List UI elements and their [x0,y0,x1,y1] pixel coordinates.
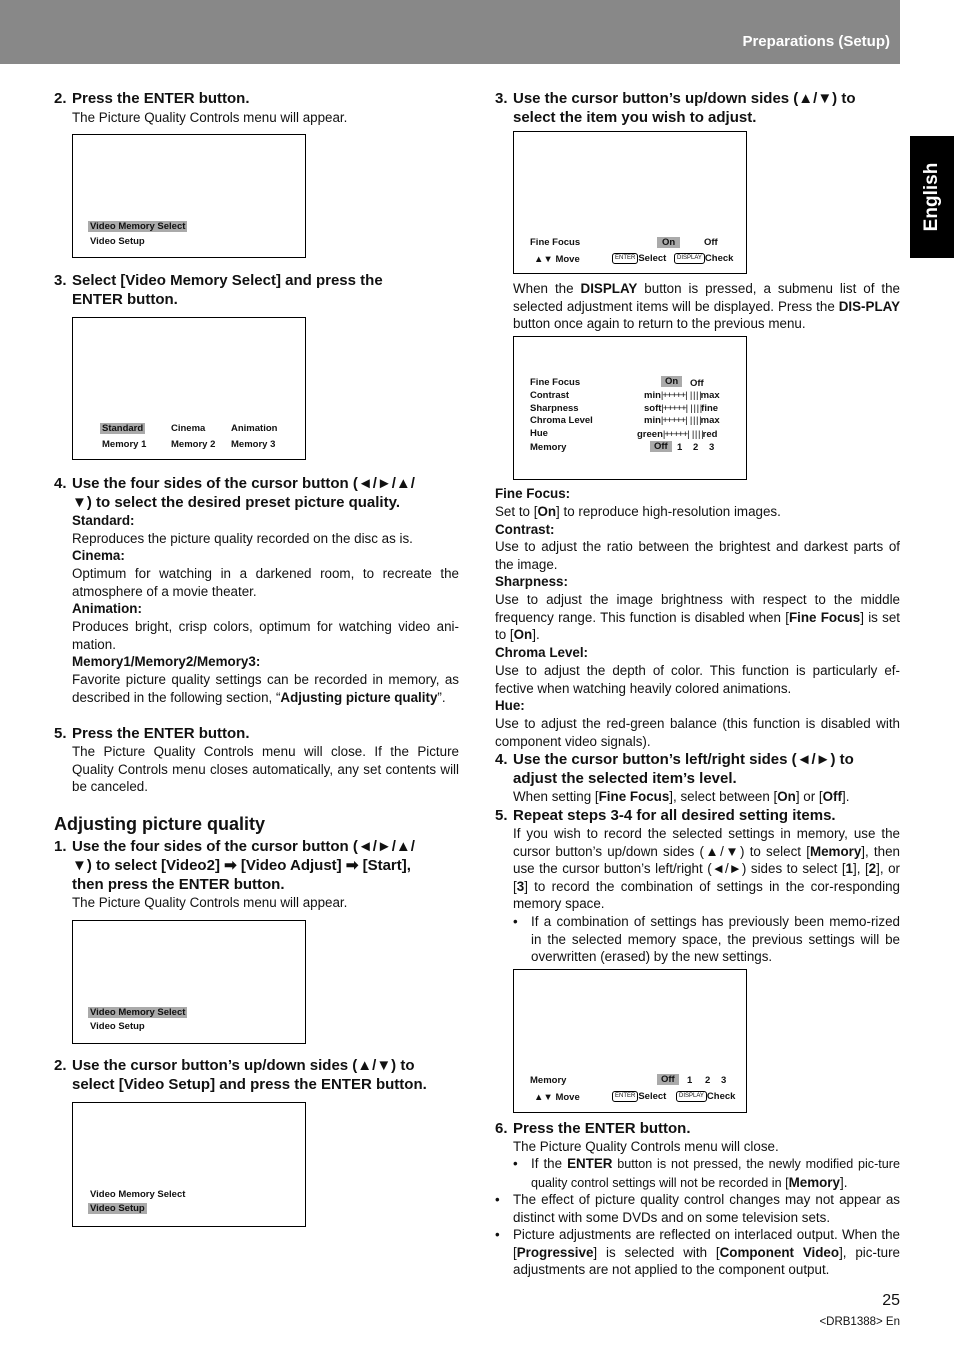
display-note: When the DISPLAY button is pressed, a submenu list of the selected adjustment items will be displayed. Press the DIS-PLAY button once again to return to the previous menu. [513,281,900,332]
adjust-step-4-body: When setting [Fine Focus], select between [On] or [Off]. [513,789,850,804]
memory-heading: Memory1/Memory2/Memory3: [72,654,261,669]
screen-fine-focus [513,131,747,274]
sub-hue: Hue [530,428,548,439]
memory-1: 1 [687,1075,693,1086]
preset-memory3: Memory 3 [231,439,276,450]
language-label: English [921,162,942,232]
preset-standard: Standard [102,423,144,434]
screen-menu-3 [72,920,306,1044]
screen-memory [513,969,747,1113]
sub-memory-1: 1 [677,442,683,453]
screen-menu-2 [72,317,306,460]
display-key-icon: DISPLAY [674,253,705,264]
step-2-body: The Picture Quality Controls menu will appear. [72,110,348,125]
step-2-title: 2. Press the ENTER button. [54,90,250,107]
screen-menu-4 [72,1102,306,1227]
adjust-step-6-body: The Picture Quality Controls menu will close. [513,1139,779,1154]
ff-body: Set to [On] to reproduce high-resolution images. [495,504,781,519]
screen-submenu [513,336,747,480]
chroma-body: Use to adjust the depth of color. This function is particularly ef-fective when watching heavily colored animations. [495,663,900,696]
move-hint: ▲▼ Move [534,1092,580,1103]
chroma-heading: Chroma Level: [495,645,589,660]
sub-fine-focus: Fine Focus [530,377,581,388]
memory-off: Off [657,1074,679,1085]
enter-key-icon: ENTER [612,1091,638,1102]
menu-item-video-setup: Video Setup [90,1203,145,1214]
select-hint: ENTER Select [612,1091,666,1102]
check-hint: DISPLAY Check [674,253,733,264]
adjust-step-5-title: 5. Repeat steps 3-4 for all desired setting items. [495,807,836,824]
hue-slider: green|+++++| | | | |red [637,429,718,440]
memory-3: 3 [721,1075,727,1086]
sub-chroma: Chroma Level [530,415,593,426]
on-option: On [657,237,680,248]
page-number: 25 [882,1292,900,1309]
sub-memory: Memory [530,442,567,453]
preset-animation: Animation [231,423,278,434]
preset-cinema: Cinema [171,423,206,434]
memory-body: Favorite picture quality settings can be recorded in memory, as described in the following section, “Adjusting picture quality”. [72,672,459,705]
step-3-title: 3. Select [Video Memory Select] and press the ENTER button. [54,272,383,308]
adjust-step-4-title: 4. Use the cursor button’s left/right sides (◄/►) to adjust the selected item’s level. [495,751,854,787]
adjust-step-5-bullet: • If a combination of settings has previously been memo-rized in the selected memory space, the previous settings will be overwritten (erased) by the new settings. [513,914,900,965]
adjust-step-6-title: 6. Press the ENTER button. [495,1120,691,1137]
sub-memory-off: Off [650,441,672,452]
step-4-title: 4. Use the four sides of the cursor button (◄/►/▲/ ▼) to select the desired preset picture quality. [54,475,415,511]
enter-key-icon: ENTER [612,253,638,264]
sharpness-slider: soft|+++++| | | | |fine [644,403,719,414]
ff-heading: Fine Focus: [495,486,571,501]
adjust-step-3-title: 3. Use the cursor button’s up/down sides (▲/▼) to select the item you wish to adjust. [495,90,856,126]
menu-item-video-memory-select: Video Memory Select [90,1189,186,1200]
check-hint: DISPLAY Check [676,1091,735,1102]
adjust-step-1-title: 1. Use the four sides of the cursor button (◄/►/▲/ ▼) to select [Video2] ➡ [Video Adjust] ➡ [Start], then press the ENTER button. [54,838,415,893]
menu-item-video-setup: Video Setup [90,1021,145,1032]
select-hint: ENTER Select [612,253,666,264]
up-down-arrow-icon: ▲▼ [534,1092,553,1103]
hue-heading: Hue: [495,698,525,713]
sub-on: On [661,376,682,387]
doc-code: <DRB1388> En [819,1316,900,1328]
standard-body: Reproduces the picture quality recorded on the disc as is. [72,531,413,546]
section-title: Preparations (Setup) [742,33,890,50]
menu-item-video-setup: Video Setup [90,236,145,247]
preset-memory1: Memory 1 [102,439,147,450]
display-key-icon: DISPLAY [676,1091,707,1102]
memory-2: 2 [705,1075,711,1086]
cinema-heading: Cinema: [72,548,125,563]
fine-focus-label: Fine Focus [530,237,581,248]
move-hint: ▲▼ Move [534,254,580,265]
sub-sharpness: Sharpness [530,403,579,414]
memory-label: Memory [530,1075,567,1086]
screen-menu-1 [72,134,306,258]
note-1: • The effect of picture quality control changes may not appear as distinct with some DVDs and on some television sets. [495,1192,900,1225]
adjust-step-5-body: If you wish to record the selected settings in memory, use the cursor button’s up/down sides (▲/▼) to select [Memory], then use the cursor button’s left/right (◄/►) sides to select [1], [2], or [3] to record the combination of settings in the cor-responding memory space. [513,826,900,912]
contrast-heading: Contrast: [495,522,555,537]
adjust-step-1-body: The Picture Quality Controls menu will appear. [72,895,348,910]
step-5-title: 5. Press the ENTER button. [54,725,250,742]
menu-item-video-memory-select: Video Memory Select [90,1007,186,1018]
sub-memory-3: 3 [709,442,715,453]
sharpness-heading: Sharpness: [495,574,568,589]
up-down-arrow-icon: ▲▼ [534,254,553,265]
adjust-step-2-title: 2. Use the cursor button’s up/down sides (▲/▼) to select [Video Setup] and press the ENTER button. [54,1057,427,1093]
preset-memory2: Memory 2 [171,439,216,450]
sub-contrast: Contrast [530,390,570,401]
language-tab [910,136,954,258]
off-option: Off [704,237,718,248]
note-2: • Picture adjustments are reflected on interlaced output. When the [Progressive] is selected with [Component Video], pic-ture adjustments are not applied to the component output. [495,1227,901,1278]
contrast-slider: min|+++++| | | | |max [644,390,720,401]
cinema-body: Optimum for watching in a darkened room, to recreate the atmosphere of a movie theater. [72,566,459,599]
animation-body: Produces bright, crisp colors, optimum for watching video ani-mation. [72,619,459,652]
standard-heading: Standard: [72,513,135,528]
section-heading: Adjusting picture quality [54,814,266,834]
chroma-slider: min|+++++| | | | |max [644,415,720,426]
step-5-body: The Picture Quality Controls menu will close. If the Picture Quality Controls menu closes automatically, any set contents will be canceled. [72,744,459,795]
hue-body: Use to adjust the red-green balance (this function is disabled with component video signals). [495,716,900,749]
sharpness-body: Use to adjust the image brightness with respect to the middle frequency range. This function is disabled when [Fine Focus] is set to [On]. [495,592,901,643]
sub-memory-2: 2 [693,442,699,453]
header-bar [0,0,900,64]
adjust-step-6-bullet: • If the ENTER button is not pressed, the newly modified pic-ture quality control settings will not be recorded in [Memory]. [513,1156,900,1190]
menu-item-video-memory-select: Video Memory Select [90,221,186,232]
contrast-body: Use to adjust the ratio between the brightest and darkest parts of the image. [495,539,900,572]
animation-heading: Animation: [72,601,142,616]
sub-off: Off [690,378,704,389]
